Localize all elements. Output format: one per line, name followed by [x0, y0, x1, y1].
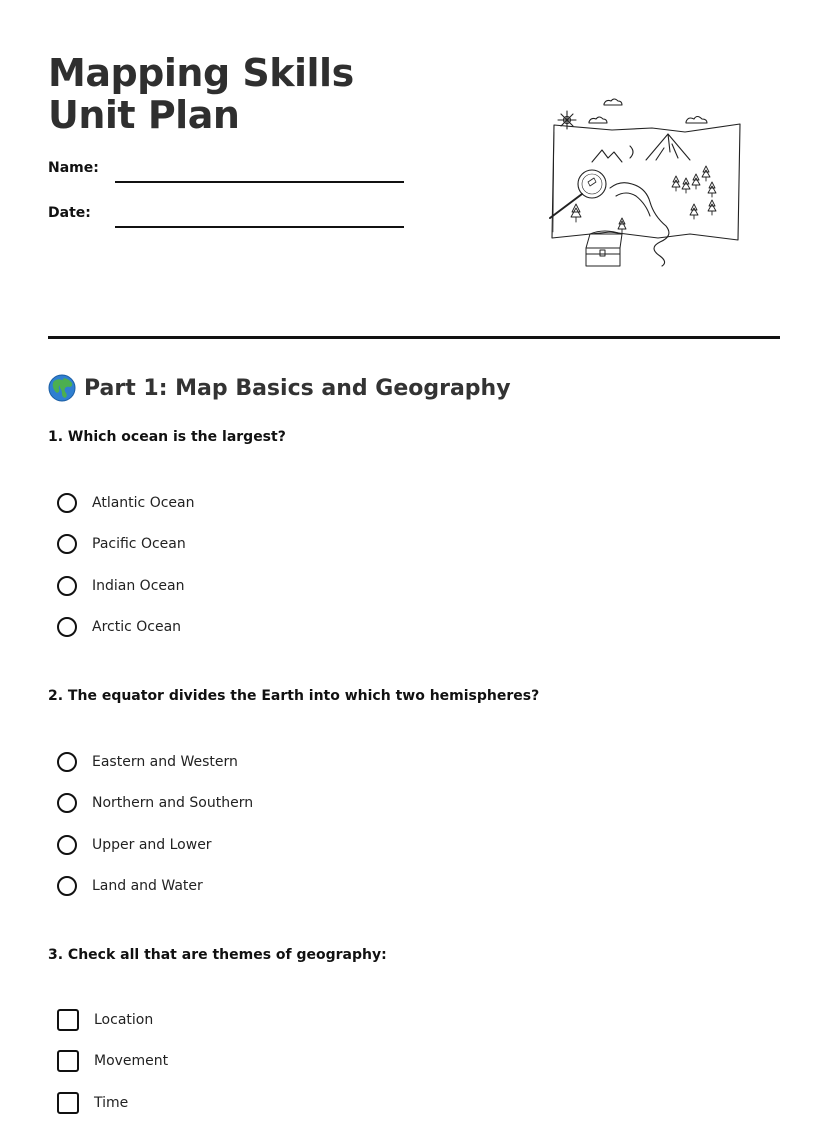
pine-tree-icon	[571, 166, 716, 233]
answer-option[interactable]	[57, 1041, 168, 1083]
section-title	[48, 374, 511, 402]
question-1-options	[57, 482, 194, 648]
answer-option[interactable]	[57, 824, 253, 866]
section-divider	[48, 336, 780, 339]
name-label: Name:	[48, 160, 99, 176]
answer-option[interactable]	[57, 783, 253, 825]
answer-label: Atlantic Ocean	[92, 494, 195, 511]
radio-button[interactable]	[57, 835, 77, 855]
treasure-chest-icon	[586, 231, 622, 266]
section-title-text: Part 1: Map Basics and Geography	[84, 375, 511, 401]
checkbox[interactable]	[57, 1009, 79, 1031]
checkbox[interactable]	[57, 1092, 79, 1114]
answer-option[interactable]	[57, 1082, 168, 1124]
name-input-line[interactable]	[115, 181, 404, 183]
answer-label: Upper and Lower	[92, 836, 212, 853]
cloud-icon	[686, 117, 707, 124]
answer-label: Northern and Southern	[92, 795, 254, 812]
radio-button[interactable]	[57, 576, 77, 596]
question-3-text: 3. Check all that are themes of geography:	[48, 947, 387, 963]
answer-option[interactable]	[57, 524, 194, 566]
answer-label: Movement	[94, 1053, 169, 1070]
answer-option[interactable]	[57, 607, 194, 649]
radio-button[interactable]	[57, 752, 77, 772]
date-field	[48, 205, 408, 235]
answer-label: Location	[94, 1011, 154, 1028]
answer-option[interactable]	[57, 741, 253, 783]
answer-label: Land and Water	[92, 878, 203, 895]
date-input-line[interactable]	[115, 226, 404, 228]
question-1-text: 1. Which ocean is the largest?	[48, 429, 286, 445]
answer-label: Indian Ocean	[92, 577, 185, 594]
name-field	[48, 160, 408, 190]
answer-option[interactable]	[57, 866, 253, 908]
answer-label: Pacific Ocean	[92, 536, 186, 553]
cloud-icon	[604, 99, 622, 105]
answer-label: Eastern and Western	[92, 753, 238, 770]
answer-option[interactable]	[57, 999, 168, 1041]
radio-button[interactable]	[57, 493, 77, 513]
radio-button[interactable]	[57, 534, 77, 554]
question-2-options	[57, 741, 253, 907]
treasure-map-illustration	[540, 92, 750, 272]
page-title: Mapping Skills Unit Plan	[48, 51, 354, 137]
answer-option[interactable]	[57, 565, 194, 607]
radio-button[interactable]	[57, 876, 77, 896]
answer-option[interactable]	[57, 482, 194, 524]
radio-button[interactable]	[57, 793, 77, 813]
cloud-icon	[589, 117, 607, 123]
checkbox[interactable]	[57, 1050, 79, 1072]
globe-icon	[48, 374, 76, 402]
radio-button[interactable]	[57, 617, 77, 637]
question-3-options	[57, 999, 168, 1124]
question-2-text: 2. The equator divides the Earth into which two hemispheres?	[48, 688, 540, 704]
answer-label: Arctic Ocean	[92, 619, 182, 636]
date-label: Date:	[48, 205, 91, 221]
answer-label: Time	[94, 1094, 129, 1111]
